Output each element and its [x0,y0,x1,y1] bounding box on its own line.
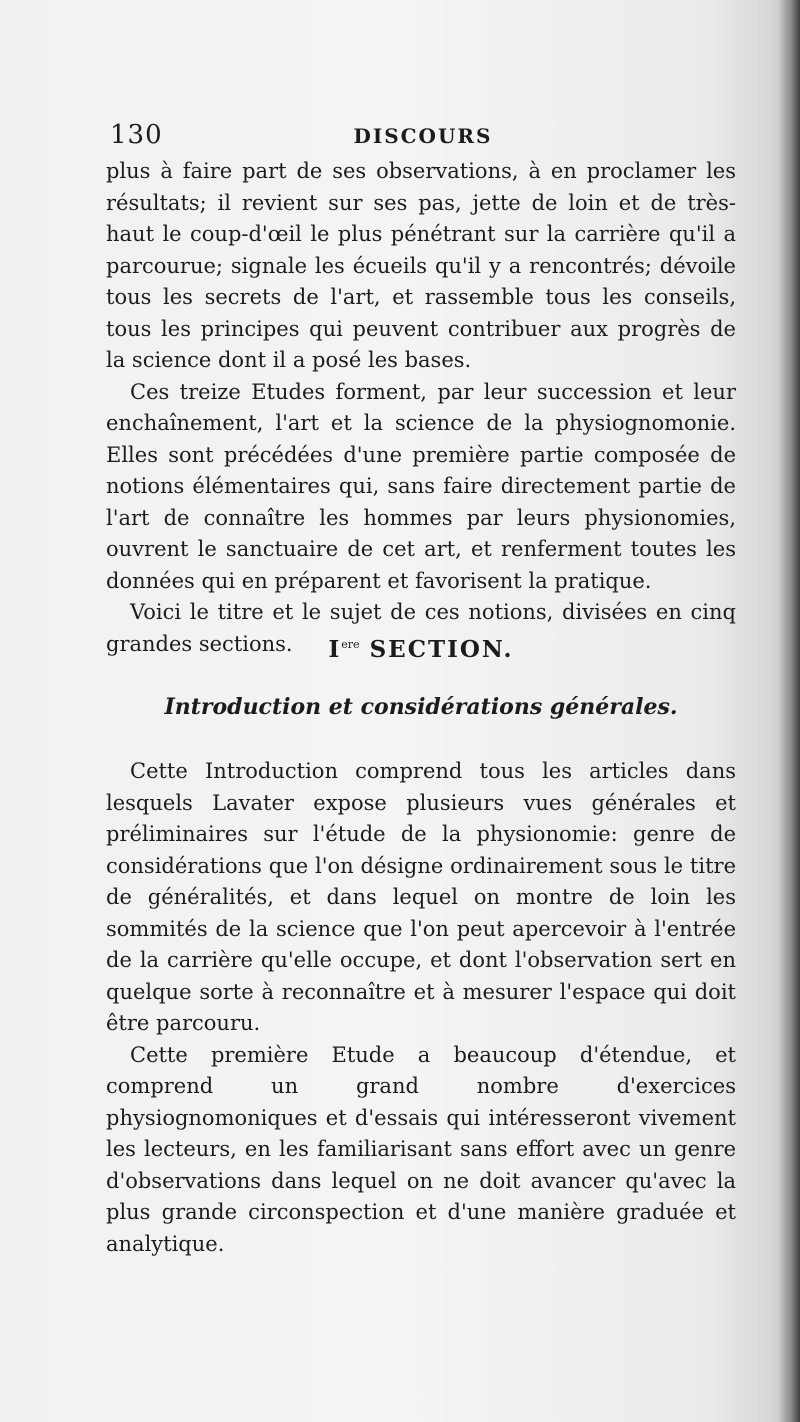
paragraph-continued: plus à faire part de ses observations, à en proclamer les résultats; il revient sur ses pas, jette de loin et de très-haut le coup-d'œil le plus pénétrant sur la carrière qu'il a parcourue; signale les écueils qu'il y a rencontrés; dévoile tous les secrets de l'art, et rassemble tous les conseils, tous les principes qui peuvent contribuer aux progrès de la science dont il a posé les bases. [106,159,736,372]
text-block-bottom [106,756,736,1260]
paragraph: Cette Introduction comprend tous les articles dans lesquels Lavater expose plusieurs vues générales et préliminaires sur l'étude de la physionomie: genre de considérations que l'on désigne ordinairement sous le titre de généralités, et dans lequel on montre de loin les sommités de la science que l'on peut apercevoir à l'entrée de la carrière qu'elle occupe, et dont l'observation sert en quelque sorte à reconnaître et à mesurer l'espace qui doit être parcouru. [106,759,736,1035]
section-subtitle: Introduction et considérations générales. [164,694,678,720]
section-heading [106,636,736,663]
section-number: I [328,636,342,663]
section-label: SECTION. [369,636,514,663]
page-header [110,120,736,156]
running-title: DISCOURS [353,124,493,148]
text-block-top [106,156,736,660]
page-number: 130 [110,120,163,150]
section-number-suffix: ere [341,638,360,651]
paragraph: Cette première Etude a beaucoup d'étendue, et comprend un grand nombre d'exercices physiognomoniques et d'essais qui intéresseront vivement les lecteurs, en les familiarisant sans effort avec un genre d'observations dans lequel on ne doit avancer qu'avec la plus grande circonspection et d'une manière graduée et analytique. [106,1042,736,1256]
paragraph: Ces treize Etudes forment, par leur succession et leur enchaînement, l'art et la science de la physiognomonie. Elles sont précédées d'une première partie composée de notions élémentaires qui, sans faire directement partie de l'art de connaître les hommes par leurs physionomies, ouvrent le sanctuaire de cet art, et renferment toutes les données qui en préparent et favorisent la pratique. [106,379,736,593]
paragraph: Voici le titre et le sujet de ces notions, divisées en cinq grandes sections. [106,600,736,656]
